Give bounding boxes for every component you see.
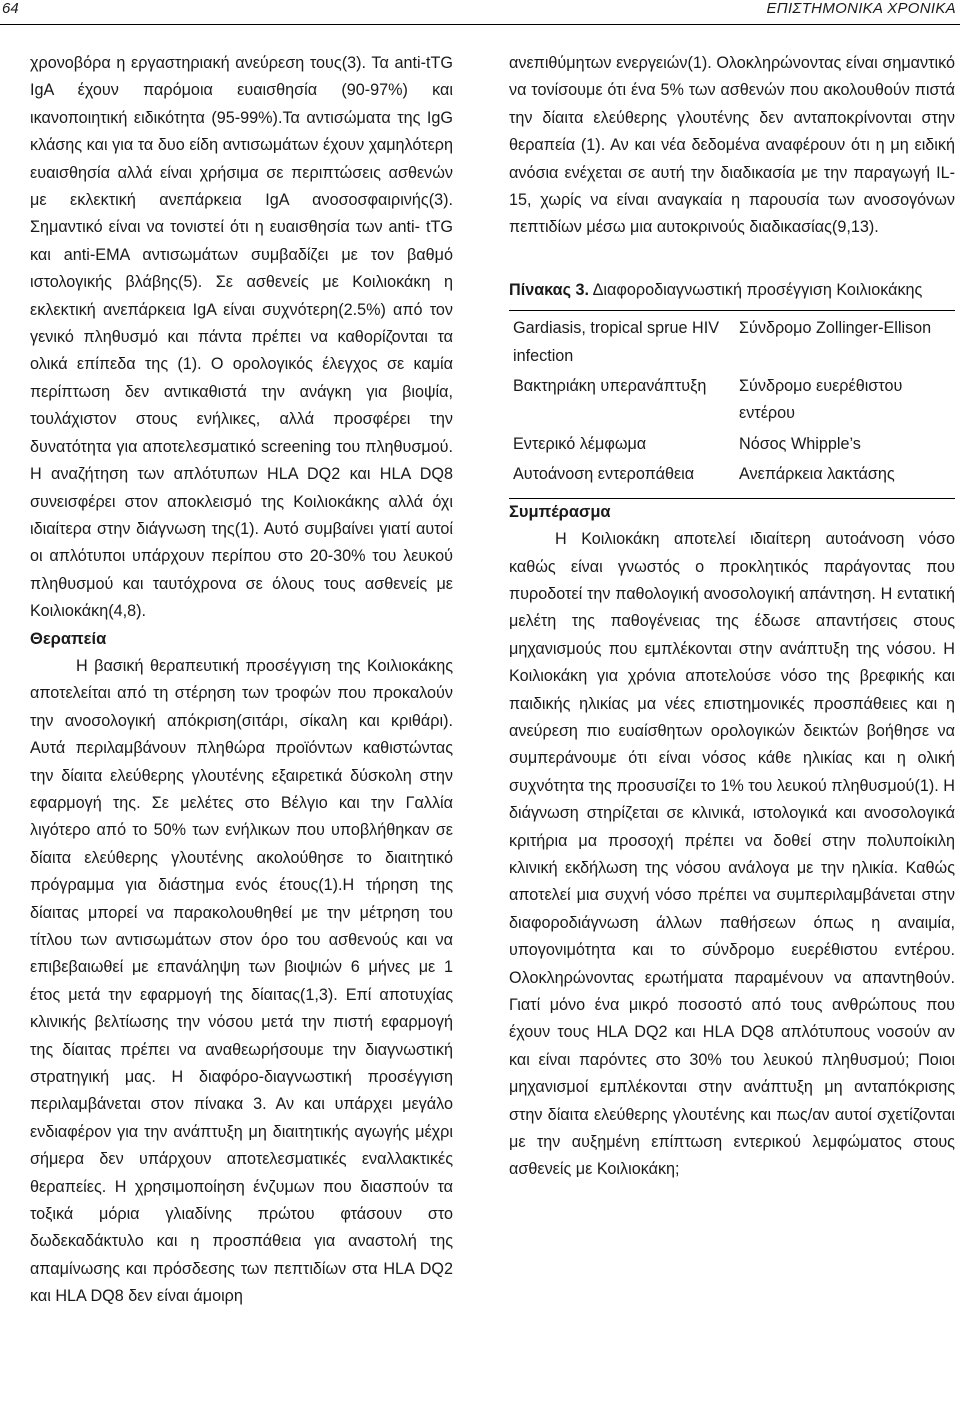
- therapy-heading: Θεραπεία: [30, 629, 107, 648]
- table-row: [509, 431, 955, 461]
- table-cell: Σύνδρομο ευερέθιστου εντέρου: [739, 377, 903, 423]
- header-rule: [0, 24, 960, 25]
- table-cell: Αυτοάνοση εντεροπάθεια: [513, 465, 695, 484]
- table-row: [509, 461, 955, 491]
- page-number: 64: [2, 0, 19, 17]
- conclusion-heading: Συμπέρασμα: [509, 502, 611, 521]
- table-caption-text: Διαφοροδιαγνωστική προσέγγιση Κοιλιοκάκης: [592, 280, 923, 299]
- conclusion-paragraph: Η Κοιλιοκάκη αποτελεί ιδιαίτερη αυτοάνοση νόσο καθώς είναι γνωστός ο προκλητικός παράγοντας που πυροδοτεί την παθολογική ανοσολογική απάντηση. Η εντατική μελέτη της παθογένειας της έδωσε απαντήσεις στους μηχανισμούς που εμπλέκονται στην ανάπτυξη της νόσου. Η Κοιλιοκάκη για χρόνια αποτελούσε νόσο της βρεφικής και παιδικής ηλικίας μα νέες επιστημονικές προσπάθειες και η ανεύρεση πιο ευαίσθητων ορολογικών δεικτών βοήθησε να συμπεράνουμε ότι είναι νόσος κάθε ηλικίας και η ολική συχνότητα της προσυσίζει το 1% του λευκού πληθυσμού(1). Η διάγνωση στηρίζεται σε κλινικά, ιστολογικά και ανοσολογικά κριτήρια μα προσοχή πρέπει να δοθεί στην πολυποίκιλη κλινική εκδήλωση της νόσου ανάλογα με την ηλικία. Καθώς αποτελεί μια συχνή νόσο πρέπει να συμπεριλαμβάνεται στην διαφοροδιάγνωση άλλων παθήσεων όπως η αναιμία, υπογονιμότητα και το σύνδρομο ευερέθιστου εντέρου. Ολοκληρώνοντας ερωτήματα παραμένουν να απαντηθούν. Γιατί μόνο ένα μικρό ποσοστό από τους ανθρώπους που έχουν τους HLA DQ2 και HLA DQ8 απλότυπους νοσούν αν και είναι παρόντες στο 30% του λευκού πληθυσμού; Ποιοι μηχανισμοί εμπλέκονται στην ανάπτυξη μη ανταπόκρισης στην δίαιτα ελεύθερης γλουτένης και πως/αν αυτοί σχετίζονται με την αυξημένη επίπτωση εντερικού λεμφώματος στους ασθενείς με Κοιλιοκάκη;: [509, 530, 955, 1179]
- page-header: [0, 0, 960, 26]
- intro-paragraph: χρονοβόρα η εργαστηριακή ανεύρεση τους(3). Τα anti-tTG IgA έχουν παρόμοια ευαισθησία (90-97%) και ικανοποιητική ειδικότητα (95-99%).Τα αντισώματα της IgG κλάσης και για τα δυο είδη αντισωμάτων έχουν χαμηλότερη ευαισθησία αλλά είναι χρήσιμα σε περιπτώσεις ασθενών με εκλεκτική ανεπάρκεια IgA ανοσοσφαιρινής(3). Σημαντικό είναι να τονιστεί ότι η ευαισθησία των anti- tTG και anti-EMA αντισωμάτων συμβαδίζει με τον βαθμό ιστολογικής βλάβης(5). Σε ασθενείς με Κοιλιοκάκη η εκλεκτική ανεπάρκεια IgA είναι συχνότερη(2.5%) από τον γενικό πληθυσμό και πάντα πρέπει να καθορίζονται τα ολικά επίπεδα της (1). Ο ορολογικός έλεγχος σε καμία περίπτωση δεν αντικαθιστά την ανάγκη για βιοψία, τουλάχιστον στους ενήλικες, αλλά προσφέρει την δυνατότητα για αποτελεσματικό screening του πληθυσμού. Η αναζήτηση των απλότυπων HLA DQ2 και HLA DQ8 συνεισφέρει στον αποκλεισμό της Κοιλιοκάκης αλλά όχι ιδιαίτερα στην διάγνωση της(1). Αυτό συμβαίνει γιατί αυτοί οι απλότυποι υπάρχουν περίπου στο 20-30% του λευκού πληθυσμού και ταυτόχρονα σε όλους τους ασθενείς με Κοιλιοκάκη(4,8).: [30, 54, 453, 621]
- differential-diagnosis-table: [509, 315, 955, 491]
- continuation-paragraph: ανεπιθύμητων ενεργειών(1). Ολοκληρώνοντας είναι σημαντικό να τονίσουμε ότι ένα 5% των ασθενών που ακολουθούν πιστά την δίαιτα ελεύθερης γλουτένης δεν ανταποκρίνονται στην θεραπεία (1). Αν και νέα δεδομένα αναφέρουν ότι η μη ειδική ανόσια ενέχεται σε αυτή την διαδικασία με την παραγωγή IL-15, χωρίς να είναι αναγκαία η παρουσία των ανοσογόνων πεπτιδίων μέσω μια αυτοκρινούς διαδικασίας(9,13).: [509, 54, 955, 237]
- table-cell: Βακτηριάκη υπερανάπτυξη: [513, 377, 707, 396]
- table-cell: Σύνδρομο Zollinger-Ellison: [739, 319, 932, 338]
- table-cell: Εντερικό λέμφωμα: [513, 434, 647, 453]
- table-top-rule: [509, 310, 955, 311]
- table-caption: [509, 277, 955, 304]
- therapy-paragraph: Η βασική θεραπευτική προσέγγιση της Κοιλιοκάκης αποτελείται από τη στέρηση των τροφών που προκαλούν την ανοσολογική απόκριση(σιτάρι, σίκαλη και κριθάρι). Αυτά περιλαμβάνουν πληθώρα προϊόντων καθιστώντας την δίαιτα ελεύθερης γλουτένης εξαιρετικά δύσκολη στην εφαρμογή της. Σε μελέτες στο Βέλγιο και την Γαλλία λιγότερο από το 50% των ενήλικων που υποβλήθηκαν σε δίαιτα ελεύθερης γλουτένης ακολούθησε το διαιτητικό πρόγραμμα για διάστημα ενός έτους(1).Η τήρηση της δίαιτας μπορεί να παρακολουθηθεί με την μέτρηση του τίτλου των αντισωμάτων στον όρο του ασθενούς και να επιβεβαιωθεί με επανάληψη των βιοψιών 6 μήνες με 1 έτος μετά την εφαρμογή της δίαιτας(1,3). Επί αποτυχίας κλινικής βελτίωσης την νόσου μετά την πιστή εφαρμογή της δίαιτας πρέπει να αναθεωρήσουμε την διαγνωστική στρατηγική μας. Η διαφόρο-διαγνωστική προσέγγιση περιλαμβάνεται στον πίνακα 3. Αν και υπάρχει μεγάλο ενδιαφέρον για την ανάπτυξη μη διαιτητικής αγωγής μέχρι σήμερα δεν υπάρχουν αποτελεσματικές εναλλακτικές θεραπείες. Η χρησιμοποίηση ένζυμων που διασπούν τα τοξικά μόρια γλιαδίνης πρώτου φτάσουν στο δωδεκαδάκτυλο και η προσπάθεια για αναστολή της απαμίνωσης και πρόσδεσης των πεπτιδίων στα HLA DQ2 και HLA DQ8 δεν είναι άμοιρη: [30, 656, 453, 1306]
- left-column: [30, 50, 453, 1311]
- table-cell: Gardiasis, tropical sprue HIV infection: [513, 319, 720, 365]
- table-row: [509, 373, 955, 431]
- table-cell: Νόσος Whipple’s: [739, 434, 861, 453]
- table-row: [509, 315, 955, 373]
- journal-name: ΕΠΙΣΤΗΜΟΝΙΚΑ ΧΡΟΝΙΚΑ: [766, 0, 956, 17]
- table-caption-label: Πίνακας 3.: [509, 280, 589, 299]
- right-column: [509, 50, 955, 1184]
- table-cell: Ανεπάρκεια λακτάσης: [739, 465, 895, 484]
